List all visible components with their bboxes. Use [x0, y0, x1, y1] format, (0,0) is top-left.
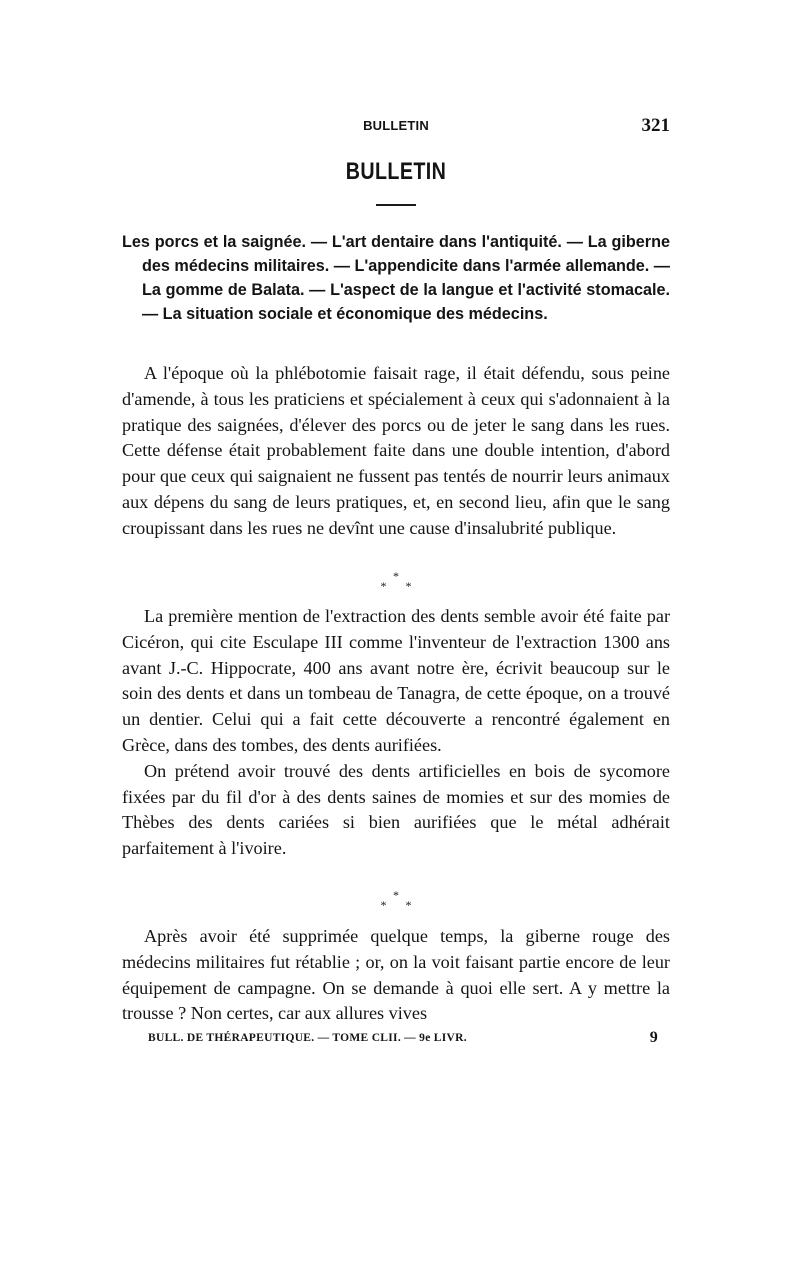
summary-paragraph: Les porcs et la saignée. — L'art dentaire dans l'antiquité. — La giberne des médecins militaires. — L'appendicite dans l'armée allemande. — La gomme de Balata. — L'aspect de la langue et l'activité stomacale. — La situation sociale et économique des médecins. [122, 233, 670, 323]
paragraph: A l'époque où la phlébotomie faisait rage, il était défendu, sous peine d'amende, à tous les praticiens et spécialement à ceux qui s'adonnaient à la pratique des saignées, d'élever des porcs ou de jeter le sang dans les rues. Cette défense était probablement faite dans une double intention, d'abord pour que ceux qui saignaient ne fussent pas tentés de nourrir leurs animaux aux dépens du sang de leurs pratiques, et, en second lieu, afin que le sang croupissant dans les rues ne devînt une cause d'insalubrité publique. [122, 363, 670, 538]
asterism-top: * [393, 888, 399, 902]
page-number: 321 [641, 115, 670, 136]
running-head [122, 115, 670, 138]
page-footer [148, 1030, 658, 1048]
running-title: BULLETIN [363, 118, 429, 133]
paragraph: On prétend avoir trouvé des dents artificielles en bois de sycomore fixées par du fil d'or à des dents saines de momies et sur des momies de Thèbes des dents cariées si bien aurifiées que le métal adhérait parfaitement à l'ivoire. [122, 760, 670, 859]
section-pigs-bleeding [122, 361, 670, 542]
asterism-separator [372, 571, 420, 601]
asterism-top: * [393, 569, 399, 583]
footer-sheet-number: 9 [649, 1029, 658, 1046]
paragraph: La première mention de l'extraction des dents semble avoir été faite par Cicéron, qui cite Esculape III comme l'inventeur de l'extraction 1300 ans avant J.-C. Hippocrate, 400 ans avant notre ère, écrivit beaucoup sur le soin des dents et dans un tombeau de Tanagra, de cette époque, on a trouvé un dentier. Celui qui a fait cette découverte a rencontré également en Grèce, dans des tombes, des dents aurifiées. [122, 606, 670, 755]
section-giberne [122, 924, 670, 1027]
footer-signature: BULL. DE THÉRAPEUTIQUE. — TOME CLII. — 9e LIVR. [148, 1032, 467, 1044]
section-dental-art [122, 604, 670, 862]
paragraph: Après avoir été supprimée quelque temps, la giberne rouge des médecins militaires fut rétablie ; or, on la voit faisant partie encore de leur équipement de campagne. On se demande à quoi elle sert. A y mettre la trousse ? Non certes, car aux allures vives [122, 926, 670, 1024]
asterism-bottom: * * [380, 579, 420, 593]
asterism-separator [372, 890, 420, 920]
asterism-bottom: * * [380, 898, 420, 912]
title-rule [376, 204, 416, 206]
page-title: BULLETIN [345, 158, 447, 185]
